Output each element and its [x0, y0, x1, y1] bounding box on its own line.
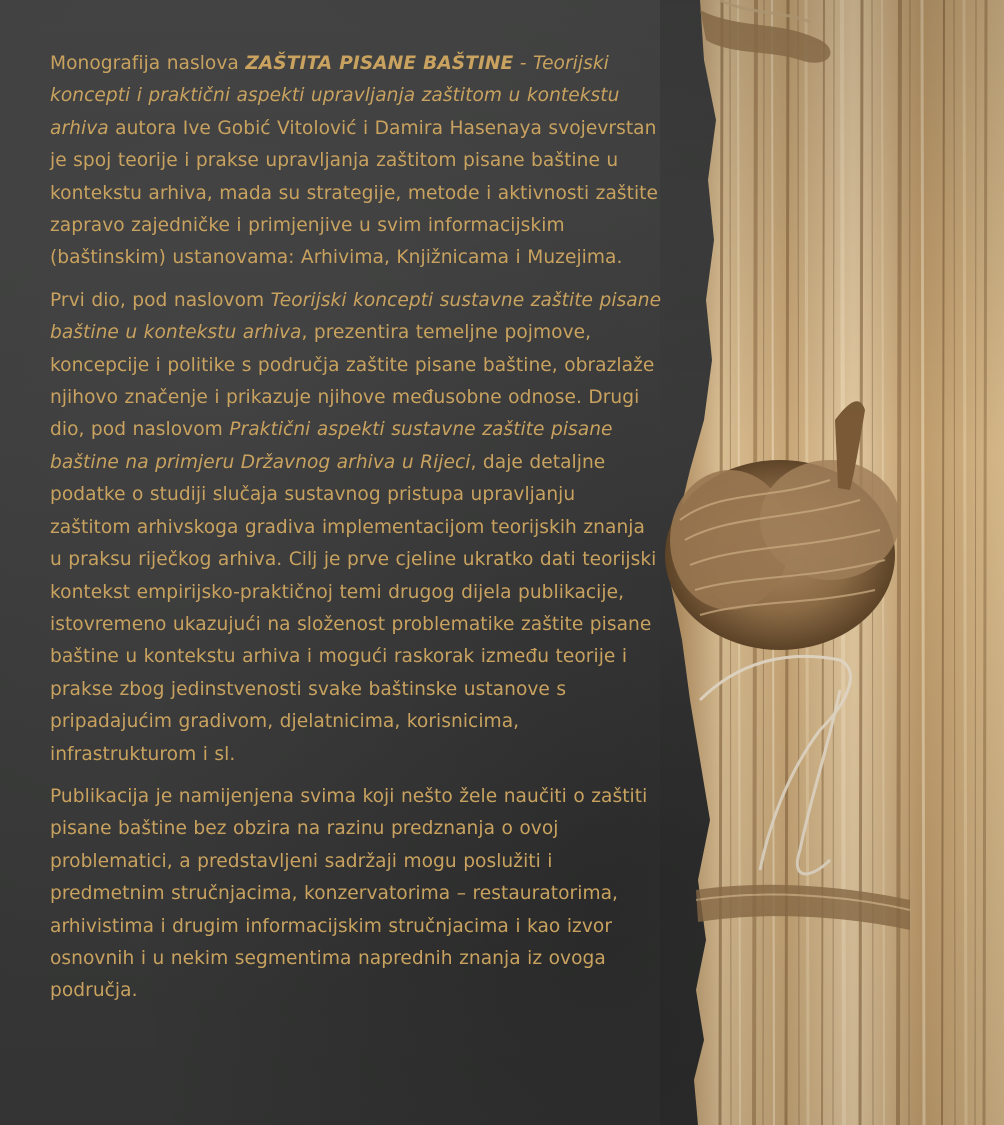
text-run: , prezentira temeljne pojmove, koncepcije i politike s područja zaštite pisane baštine, obrazlaže njihovo značenje i prikazuje njihove međusobne odnose. Drugi dio, pod naslovom: [50, 322, 655, 441]
paragraph-audience: [50, 781, 662, 1008]
book-title: ZAŠTITA PISANE BAŠTINE: [245, 53, 514, 74]
text-run: Publikacija je namijenjena svima koji nešto žele naučiti o zaštiti pisane baštine bez obzira na razinu predznanja o ovoj problematici, a predstavljeni sadržaji mogu poslužiti i predmetnim stručnjacima, konzervatorima – restauratorima, arhivistima i drugim informacijskim stručnjacima i kao izvor osnovnih i u nekim segmentima naprednih znanja iz ovoga područja.: [50, 785, 648, 1002]
wood-bundle-photo: [660, 0, 1004, 1125]
text-run: , daje detaljne podatke o studiji slučaja sustavnog pristupa upravljanju zaštitom arhivskoga gradiva implementacijom teorijskih znanja u praksu riječkog arhiva. Cilj je prve cjeline ukratko dati teorijski kontekst empirijsko-praktičnoj temi drugog dijela publikacije, istovremeno ukazujući na složenost problematike zaštite pisane baštine u kontekstu arhiva i mogući raskorak između teorije i prakse zbog jedinstvenosti svake baštinske ustanove s pripadajućim gradivom, djelatnicima, korisnicima, infrastrukturom i sl.: [50, 451, 657, 765]
part-two-title: Praktični aspekti sustavne zaštite pisane baštine na primjeru Državnog arhiva u Rijeci: [50, 419, 613, 473]
text-run: Monografija naslova: [50, 53, 246, 74]
body-text: [50, 48, 662, 1018]
book-subtitle: - Teorijski koncepti i praktični aspekti upravljanja zaštitom u kontekstu arhiva: [50, 53, 620, 139]
part-one-title: Teorijski koncepti sustavne zaštite pisane baštine u kontekstu arhiva: [50, 289, 662, 344]
text-run: Prvi dio, pod naslovom: [50, 289, 271, 311]
text-run: autora Ive Gobić Vitolović i Damira Hasenaya svojevrstan je spoj teorije i prakse upravljanja zaštitom pisane baštine u kontekstu arhiva, mada su strategije, metode i aktivnosti zaštite zapravo zajedničke i primjenjive u svim informacijskim (baštinskim) ustanovama: Arhivima, Knjižnicama i Muzejima.: [50, 117, 659, 269]
paragraph-structure: [50, 285, 662, 771]
paragraph-intro: [50, 48, 662, 275]
